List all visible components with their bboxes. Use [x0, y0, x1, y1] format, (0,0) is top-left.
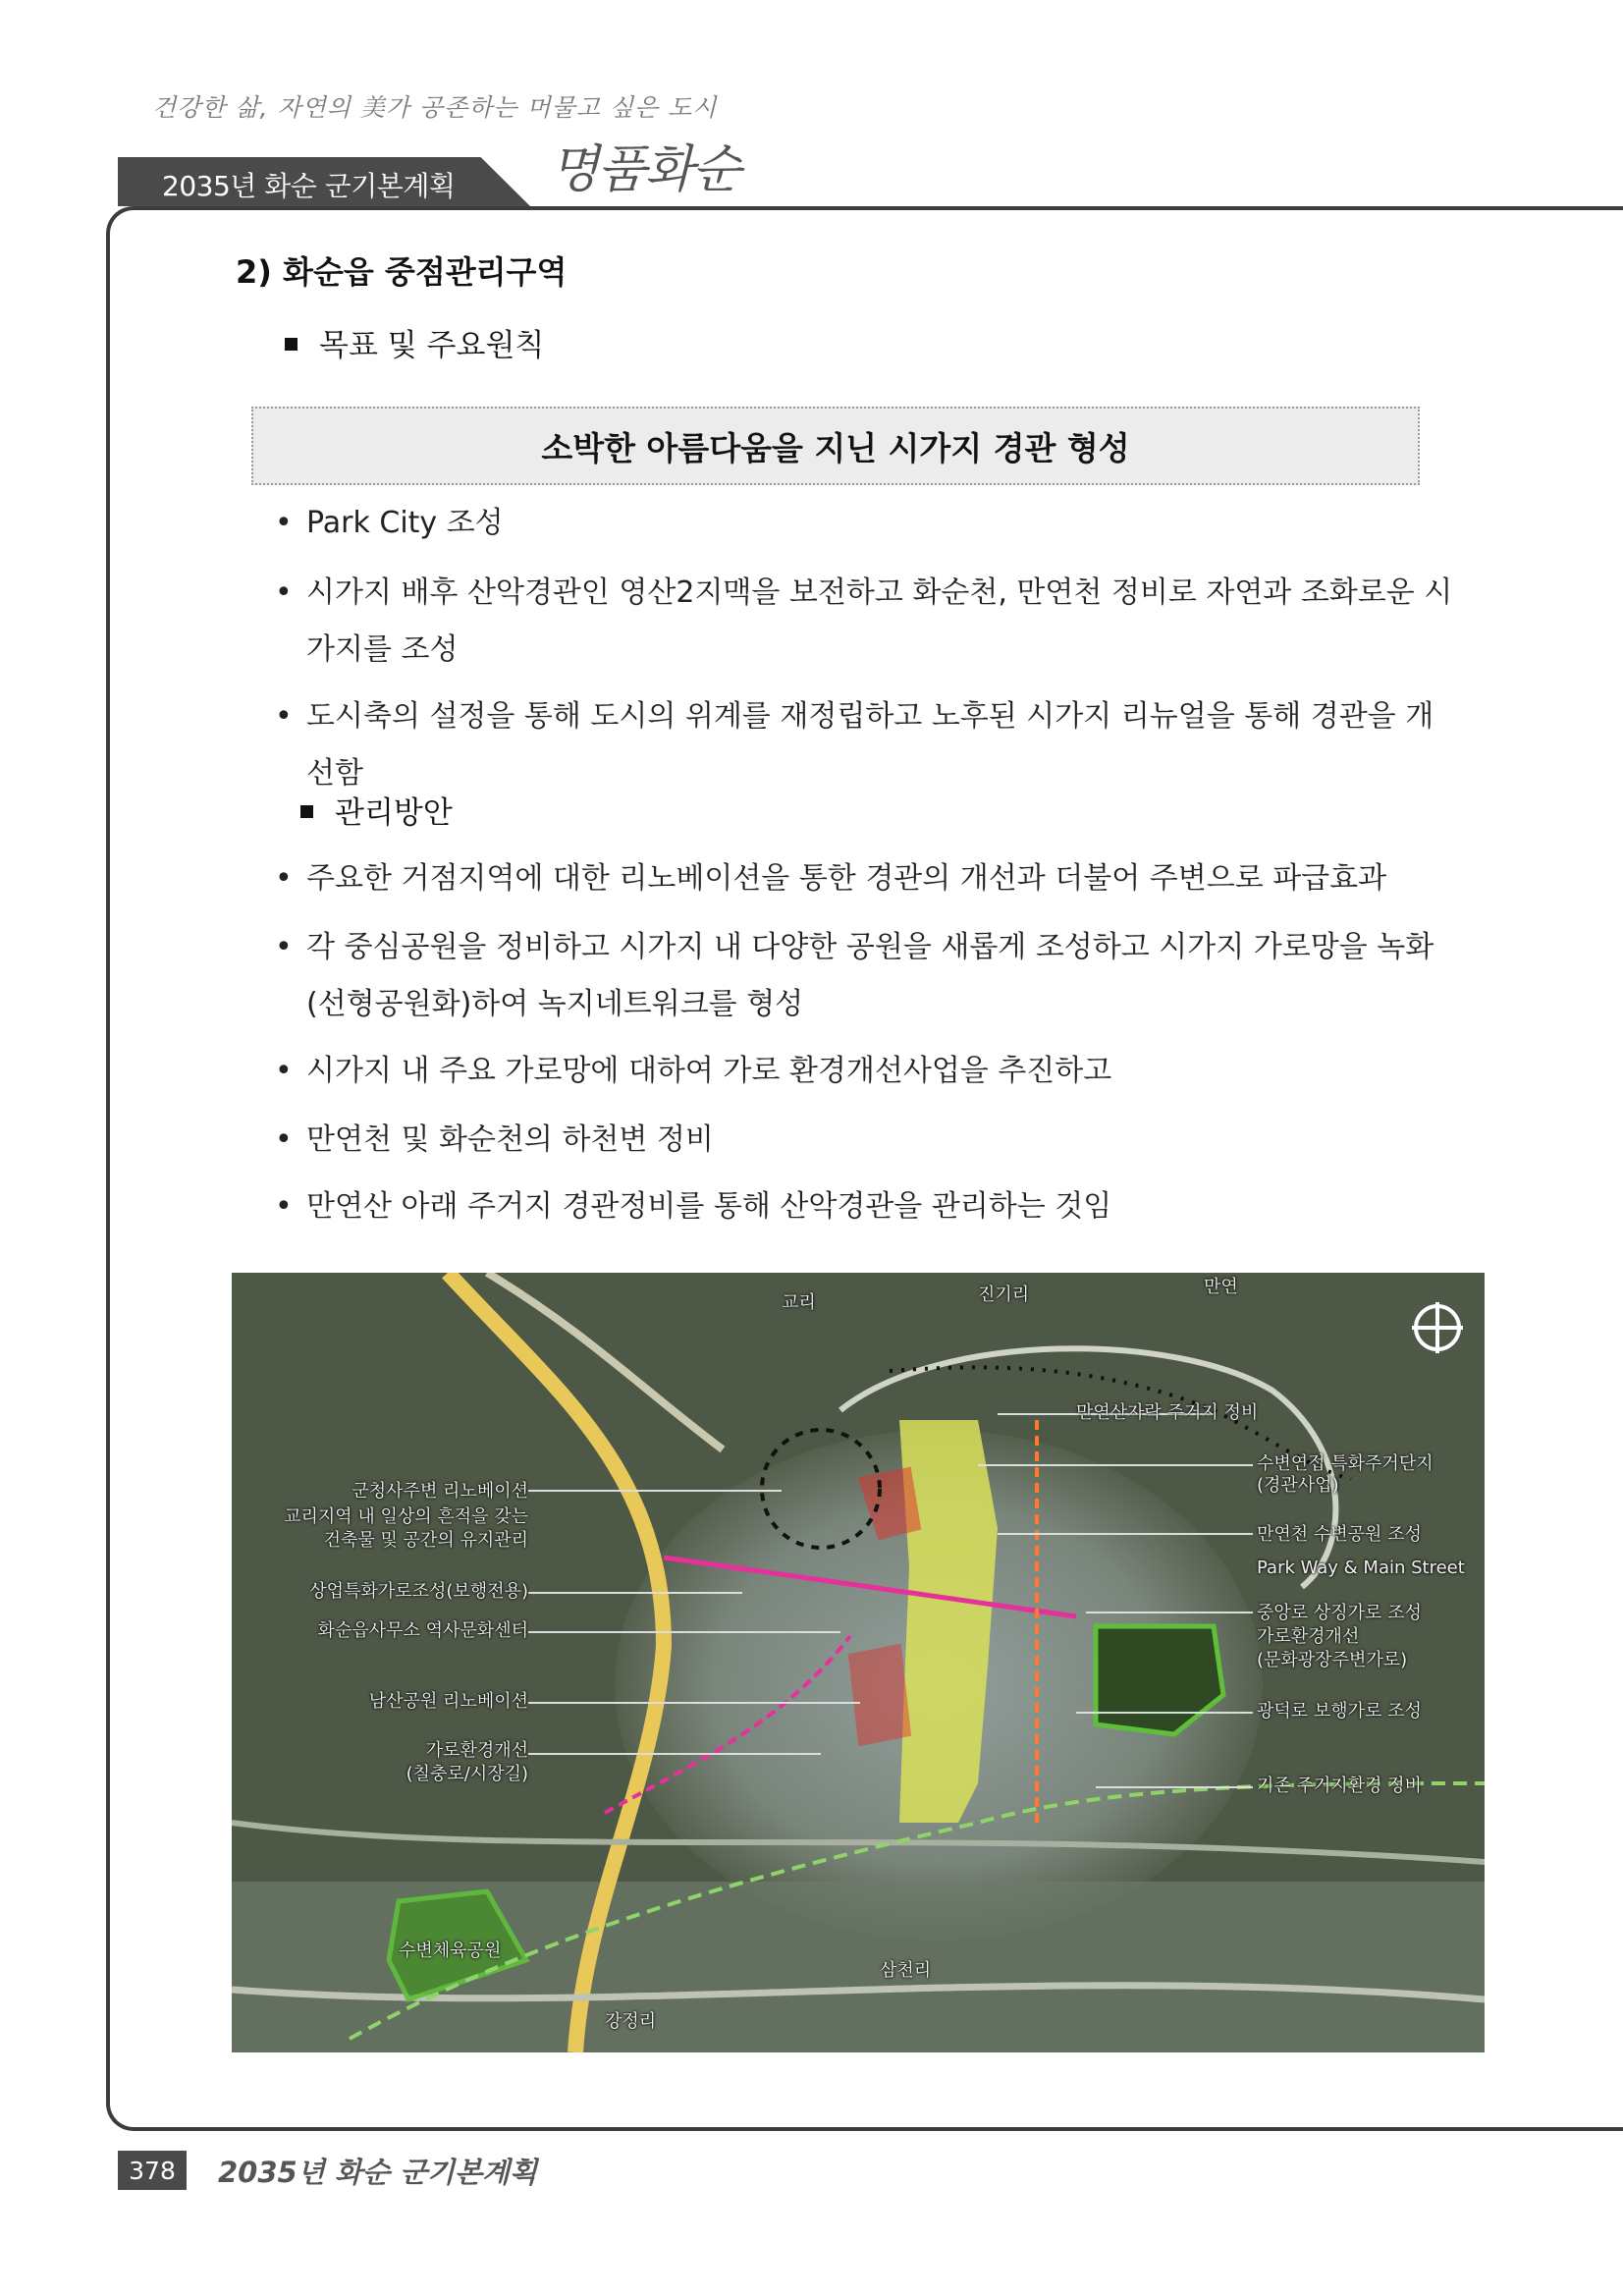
map-left-label: 교리지역 내 일상의 흔적을 갖는	[284, 1506, 528, 1527]
map-left-label: 화순읍사무소 역사문화센터	[317, 1620, 528, 1641]
bullet-dot-icon: •	[275, 1122, 293, 1157]
map-right-label: 가로환경개선	[1257, 1626, 1360, 1647]
bullet-dot-icon: •	[275, 1054, 293, 1088]
header-tagline: 건강한 삶, 자연의 美가 공존하는 머물고 싶은 도시	[152, 93, 718, 122]
place-label: 진기리	[978, 1285, 1030, 1305]
bullet-dot-icon: •	[275, 861, 293, 896]
place-label: 삼천리	[880, 1960, 932, 1981]
section-title: 2) 화순읍 중점관리구역	[236, 253, 568, 291]
goal-item	[275, 495, 1453, 552]
bullet-dot-icon: •	[275, 506, 293, 540]
map-left-label: 군청사주변 리노베이션	[352, 1481, 528, 1502]
mgmt-item	[275, 1112, 1453, 1169]
mgmt-heading	[300, 788, 453, 832]
mgmt-item	[275, 919, 1453, 1033]
map-right-label: 기존 주거지환경 정비	[1257, 1776, 1422, 1796]
map-right-label: 수변연접 특화주거단지	[1257, 1453, 1434, 1474]
mgmt-item	[275, 850, 1453, 907]
mgmt-heading-text: 관리방안	[335, 795, 453, 831]
map-left-label: 상업특화가로조성(보행전용)	[309, 1581, 528, 1602]
square-bullet-icon	[285, 338, 298, 351]
footer-title: 2035년 화순 군기본계획	[218, 2156, 538, 2189]
header-plan-title: 2035년 화순 군기본계획	[162, 170, 456, 202]
mgmt-item-text: 주요한 거점지역에 대한 리노베이션을 통한 경관의 개선과 더불어 주변으로 파급효과	[306, 861, 1387, 896]
page-number: 378	[118, 2151, 187, 2190]
bullet-dot-icon: •	[275, 930, 293, 964]
map-right-label: (경관사업)	[1257, 1475, 1339, 1496]
map-right-label: 중앙로 상징가로 조성	[1257, 1603, 1422, 1623]
goal-item-text: 도시축의 설정을 통해 도시의 위계를 재정립하고 노후된 시가지 리뉴얼을 통해 경관을 개선함	[306, 699, 1434, 791]
mgmt-item-text: 만연산 아래 주거지 경관정비를 통해 산악경관을 관리하는 것임	[306, 1189, 1112, 1224]
map-right-label: Park Way & Main Street	[1257, 1558, 1465, 1578]
map-right-label: 광덕로 보행가로 조성	[1257, 1701, 1422, 1722]
map-left-label: (칠충로/시장길)	[406, 1764, 528, 1784]
brand-logo: 명품화순	[550, 140, 739, 199]
place-label: 교리	[782, 1292, 816, 1313]
goal-item	[275, 565, 1453, 679]
map-right-label: (문화광장주변가로)	[1257, 1650, 1408, 1670]
place-label: 만연	[1204, 1277, 1238, 1297]
goal-item	[275, 688, 1453, 802]
bullet-dot-icon: •	[275, 1189, 293, 1224]
content-frame-top	[530, 206, 1623, 210]
map-left-label: 남산공원 리노베이션	[368, 1691, 528, 1712]
map-right-label: 만연천 수변공원 조성	[1257, 1524, 1422, 1545]
goal-box: 소박한 아름다움을 지닌 시가지 경관 형성	[251, 407, 1420, 485]
goal-item-text: 시가지 배후 산악경관인 영산2지맥을 보전하고 화순천, 만연천 정비로 자연과 조화로운 시가지를 조성	[306, 575, 1453, 667]
map-left-label: 수변체육공원	[399, 1941, 502, 1961]
bullet-dot-icon: •	[275, 575, 293, 610]
goals-heading-text: 목표 및 주요원칙	[319, 328, 545, 363]
place-label: 강정리	[605, 2011, 657, 2032]
mgmt-item-text: 각 중심공원을 정비하고 시가지 내 다양한 공원을 새롭게 조성하고 시가지 가로망을 녹화 (선형공원화)하여 녹지네트워크를 형성	[306, 930, 1434, 1021]
mgmt-item-text: 만연천 및 화순천의 하천변 정비	[306, 1122, 714, 1157]
mgmt-item	[275, 1178, 1453, 1235]
red-zone-south	[850, 1646, 909, 1744]
goal-item-text: Park City 조성	[306, 506, 504, 540]
map-right-label: 만연산자락 주거지 정비	[1076, 1402, 1259, 1423]
mgmt-item-text: 시가지 내 주요 가로망에 대하여 가로 환경개선사업을 추진하고	[306, 1054, 1112, 1088]
map-left-label: 건축물 및 공간의 유지관리	[323, 1530, 528, 1551]
bullet-dot-icon: •	[275, 699, 293, 734]
goals-heading	[285, 320, 544, 364]
map-left-label: 가로환경개선	[425, 1740, 528, 1761]
landscape-plan-map	[232, 1273, 1485, 2052]
mgmt-item	[275, 1043, 1453, 1100]
square-bullet-icon	[300, 805, 313, 818]
